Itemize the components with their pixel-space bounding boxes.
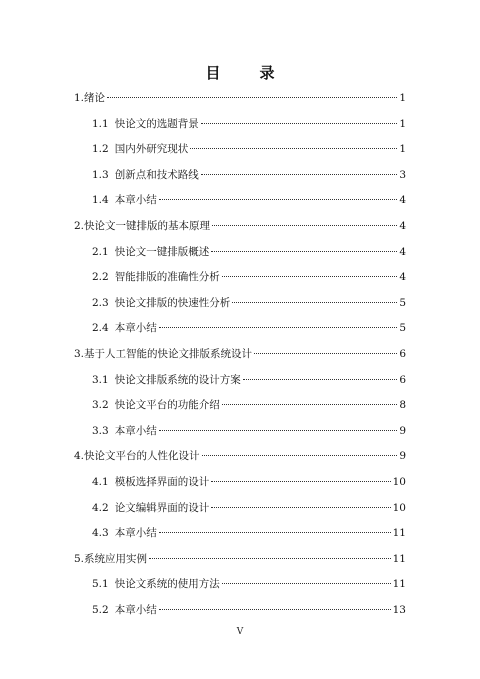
toc-entry-number: 4.3 <box>92 527 109 540</box>
dot-leader <box>159 199 398 200</box>
dot-leader <box>159 609 391 610</box>
toc-entry-page: 10 <box>392 475 406 488</box>
toc-entry-number: 2.1 <box>92 245 109 258</box>
toc-entry-label <box>92 572 220 598</box>
toc-entry-page: 1 <box>399 143 406 156</box>
toc-entry-page: 6 <box>399 373 406 386</box>
toc-entry-text: 快论文系统的使用方法 <box>114 578 220 591</box>
toc-entry-text: 快论文平台的功能介绍 <box>114 399 220 412</box>
dot-leader <box>149 558 391 559</box>
toc-entry-label <box>92 598 157 624</box>
toc-entry-number: 2.3 <box>92 296 109 309</box>
toc-entry-text: 5.系统应用实例 <box>74 552 148 565</box>
toc-entry-number: 1.3 <box>92 168 109 181</box>
toc-entry-label <box>92 137 188 163</box>
toc-section-entry[interactable] <box>74 112 406 138</box>
toc-title: 目 录 <box>205 64 287 82</box>
toc-entry-number: 2.2 <box>92 271 109 284</box>
toc-entry-page: 8 <box>399 399 406 412</box>
toc-entry-page: 1 <box>399 117 406 130</box>
toc-entry-label <box>92 240 209 266</box>
toc-entry-number: 2.4 <box>92 322 109 335</box>
dot-leader <box>212 225 397 226</box>
toc-entry-text: 本章小结 <box>114 194 157 207</box>
toc-entry-label <box>92 419 157 445</box>
toc-entry-label <box>92 188 157 214</box>
toc-entry-text: 1.绪论 <box>74 92 106 104</box>
toc-entry-text: 智能排版的准确性分析 <box>114 271 220 284</box>
toc-entry-number: 1.1 <box>92 117 109 130</box>
toc-entry-number: 4.1 <box>92 475 109 488</box>
toc-entry-label <box>92 393 220 419</box>
dot-leader <box>159 532 391 533</box>
toc-section-entry[interactable] <box>74 163 406 189</box>
dot-leader <box>211 251 397 252</box>
toc-entry-text: 国内外研究现状 <box>114 143 189 156</box>
toc-entry-label <box>74 547 147 573</box>
toc-entry-text: 本章小结 <box>114 322 157 335</box>
toc-entry-text: 本章小结 <box>114 527 157 540</box>
dot-leader <box>190 148 397 149</box>
toc-entry-number: 3.3 <box>92 424 109 437</box>
toc-entry-page: 13 <box>392 603 406 616</box>
toc-entry-page: 11 <box>392 527 406 540</box>
toc-entry-page: 9 <box>399 424 406 437</box>
toc-entry-page: 4 <box>399 219 406 232</box>
toc-entry-text: 快论文一键排版概述 <box>114 245 210 258</box>
dot-leader <box>222 583 391 584</box>
toc-entry-number: 4.2 <box>92 501 109 514</box>
toc-entry-page: 4 <box>399 245 406 258</box>
toc-section-entry[interactable] <box>74 470 406 496</box>
toc-entry-page: 4 <box>399 194 406 207</box>
dot-leader <box>211 507 390 508</box>
toc-section-entry[interactable] <box>74 521 406 547</box>
dot-leader <box>222 404 398 405</box>
dot-leader <box>107 97 397 98</box>
dot-leader <box>211 481 390 482</box>
toc-section-entry[interactable] <box>74 393 406 419</box>
toc-entry-number: 5.2 <box>92 603 109 616</box>
toc-entry-text: 论文编辑界面的设计 <box>114 501 210 514</box>
dot-leader <box>201 174 398 175</box>
dot-leader <box>232 302 397 303</box>
toc-entry-text: 3.基于人工智能的快论文排版系统设计 <box>74 347 253 360</box>
toc-entry-number: 3.2 <box>92 399 109 412</box>
toc-entry-label <box>92 112 199 138</box>
toc-section-entry[interactable] <box>74 316 406 342</box>
toc-entry-label <box>74 444 200 470</box>
dot-leader <box>159 327 398 328</box>
toc-entry-label <box>92 521 157 547</box>
toc-entry-label <box>74 86 105 112</box>
toc-section-entry[interactable] <box>74 419 406 445</box>
toc-section-entry[interactable] <box>74 572 406 598</box>
toc-entry-page: 3 <box>399 168 406 181</box>
toc-chapter-entry[interactable] <box>74 547 406 573</box>
toc-entry-page: 4 <box>399 271 406 284</box>
page-number-footer: V <box>236 627 244 637</box>
toc-entry-page: 11 <box>392 552 406 565</box>
toc-entry-label <box>92 368 241 394</box>
toc-entry-text: 2.快论文一键排版的基本原理 <box>74 219 211 232</box>
toc-entry-text: 本章小结 <box>114 424 157 437</box>
toc-entry-label <box>92 470 209 496</box>
toc-entry-page: 10 <box>392 501 406 514</box>
toc-entry-text: 快论文的选题背景 <box>114 117 199 130</box>
toc-chapter-entry[interactable] <box>74 444 406 470</box>
toc-section-entry[interactable] <box>74 368 406 394</box>
toc-entry-text: 快论文排版系统的设计方案 <box>114 373 241 386</box>
toc-section-entry[interactable] <box>74 496 406 522</box>
dot-leader <box>222 276 398 277</box>
dot-leader <box>159 430 398 431</box>
toc-entry-label <box>92 316 157 342</box>
toc-entry-page: 5 <box>399 296 406 309</box>
toc-section-entry[interactable] <box>74 240 406 266</box>
toc-entry-text: 4.快论文平台的人性化设计 <box>74 450 200 463</box>
toc-chapter-entry[interactable] <box>74 86 406 112</box>
dot-leader <box>201 123 398 124</box>
toc-entry-page: 11 <box>392 578 406 591</box>
dot-leader <box>243 379 398 380</box>
toc-section-entry[interactable] <box>74 265 406 291</box>
toc-entry-number: 1.4 <box>92 194 109 207</box>
toc-entry-label <box>74 342 252 368</box>
toc-section-entry[interactable] <box>74 137 406 163</box>
toc-entry-page: 9 <box>399 450 406 463</box>
toc-entry-page: 1 <box>399 92 406 104</box>
toc-section-entry[interactable] <box>74 291 406 317</box>
table-of-contents <box>74 86 406 623</box>
toc-entry-page: 6 <box>399 347 406 360</box>
toc-entry-number: 1.2 <box>92 143 109 156</box>
toc-entry-label <box>92 496 209 522</box>
toc-entry-label <box>74 214 210 240</box>
toc-chapter-entry[interactable] <box>74 342 406 368</box>
toc-entry-text: 快论文排版的快速性分析 <box>114 296 231 309</box>
toc-entry-number: 5.1 <box>92 578 109 591</box>
toc-entry-text: 模板选择界面的设计 <box>114 475 210 488</box>
toc-entry-text: 本章小结 <box>114 603 157 616</box>
toc-entry-label <box>92 265 220 291</box>
toc-entry-number: 3.1 <box>92 373 109 386</box>
toc-entry-page: 5 <box>399 322 406 335</box>
toc-entry-label <box>92 291 230 317</box>
toc-entry-label <box>92 163 199 189</box>
toc-entry-text: 创新点和技术路线 <box>114 168 199 181</box>
dot-leader <box>202 455 398 456</box>
dot-leader <box>254 353 397 354</box>
toc-section-entry[interactable] <box>74 188 406 214</box>
toc-chapter-entry[interactable] <box>74 214 406 240</box>
toc-section-entry[interactable] <box>74 598 406 624</box>
